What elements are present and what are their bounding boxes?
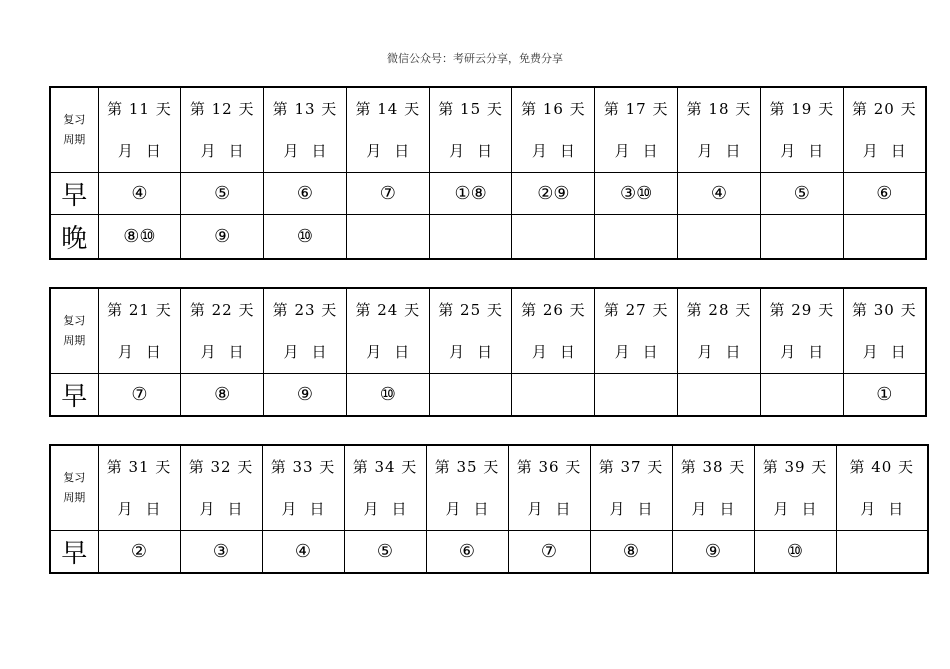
- day-header: [98, 288, 181, 374]
- day-label: 日: [311, 343, 327, 361]
- month-label: 月: [691, 500, 707, 518]
- day-title: 第 37 天: [598, 458, 664, 476]
- day-header: [344, 445, 426, 531]
- review-cell: [346, 215, 429, 259]
- day-label: 日: [477, 343, 493, 361]
- day-header: [672, 445, 754, 531]
- day-header: [512, 288, 595, 374]
- review-schedule-table-2: [49, 287, 927, 417]
- review-cycle-label: [50, 288, 98, 374]
- review-cell: ①⑧: [429, 173, 512, 215]
- review-cell: ⑤: [181, 173, 264, 215]
- review-cell: ⑨: [264, 374, 347, 416]
- month-label: 月: [117, 142, 133, 160]
- day-title: 第 17 天: [603, 100, 669, 118]
- day-title: 第 35 天: [434, 458, 500, 476]
- evening-row: [50, 215, 926, 259]
- review-cell: ⑦: [98, 374, 181, 416]
- day-title: 第 21 天: [107, 301, 172, 319]
- review-cell: ⑨: [672, 531, 754, 573]
- day-label: 日: [637, 500, 653, 518]
- day-label: 日: [801, 500, 817, 518]
- day-header: [181, 87, 264, 173]
- review-cell: [843, 215, 926, 259]
- review-cell: [678, 374, 761, 416]
- day-label: 日: [808, 142, 824, 160]
- review-cycle-label-line2: 周期: [63, 491, 86, 504]
- month-label: 月: [281, 500, 297, 518]
- review-cell: [836, 531, 928, 573]
- day-header: [429, 87, 512, 173]
- day-title: 第 16 天: [521, 100, 586, 118]
- day-title: 第 25 天: [438, 301, 503, 319]
- day-title: 第 32 天: [188, 458, 254, 476]
- day-header: [843, 87, 926, 173]
- review-cell: ⑧: [590, 531, 672, 573]
- review-schedule-table-1: [49, 86, 927, 260]
- month-label: 月: [614, 142, 630, 160]
- morning-row: [50, 173, 926, 215]
- month-label: 月: [527, 500, 543, 518]
- day-title: 第 40 天: [849, 458, 915, 476]
- day-header: [843, 288, 926, 374]
- review-cell: ⑤: [760, 173, 843, 215]
- month-label: 月: [449, 142, 465, 160]
- month-label: 月: [697, 343, 713, 361]
- month-label: 月: [862, 142, 878, 160]
- day-header: [264, 288, 347, 374]
- day-label: 日: [477, 142, 493, 160]
- day-header: [264, 87, 347, 173]
- day-title: 第 18 天: [686, 100, 752, 118]
- review-cell: ④: [262, 531, 344, 573]
- table-header-row: [50, 87, 926, 173]
- day-label: 日: [473, 500, 489, 518]
- day-title: 第 36 天: [516, 458, 582, 476]
- review-cell: ⑥: [843, 173, 926, 215]
- day-header: [595, 288, 678, 374]
- month-label: 月: [531, 142, 547, 160]
- month-label: 月: [363, 500, 379, 518]
- review-cell: ⑨: [181, 215, 264, 259]
- day-header: [595, 87, 678, 173]
- month-label: 月: [862, 343, 878, 361]
- day-title: 第 34 天: [352, 458, 418, 476]
- review-cell: ⑥: [426, 531, 508, 573]
- month-label: 月: [283, 343, 299, 361]
- day-label: 日: [145, 500, 161, 518]
- month-label: 月: [200, 343, 216, 361]
- day-title: 第 20 天: [852, 100, 917, 118]
- day-title: 第 39 天: [762, 458, 828, 476]
- review-cell: ⑦: [508, 531, 590, 573]
- review-cell: [760, 374, 843, 416]
- day-label: 日: [309, 500, 325, 518]
- review-cell: ⑧: [181, 374, 264, 416]
- month-label: 月: [199, 500, 215, 518]
- day-header: [836, 445, 928, 531]
- review-cycle-label-line2: 周期: [63, 334, 86, 347]
- day-header: [508, 445, 590, 531]
- morning-label: 早: [50, 173, 98, 215]
- month-label: 月: [860, 500, 876, 518]
- day-header: [754, 445, 836, 531]
- morning-row: [50, 531, 928, 573]
- day-title: 第 26 天: [521, 301, 586, 319]
- month-label: 月: [117, 343, 133, 361]
- day-header: [346, 288, 429, 374]
- day-title: 第 19 天: [769, 100, 835, 118]
- month-label: 月: [200, 142, 216, 160]
- day-title: 第 12 天: [189, 100, 255, 118]
- day-label: 日: [888, 500, 904, 518]
- day-label: 日: [227, 500, 243, 518]
- review-cell: ⑩: [346, 374, 429, 416]
- review-cell: [429, 215, 512, 259]
- review-cell: ②: [98, 531, 180, 573]
- day-title: 第 15 天: [438, 100, 503, 118]
- day-header: [181, 288, 264, 374]
- day-label: 日: [642, 343, 658, 361]
- day-title: 第 33 天: [270, 458, 336, 476]
- day-label: 日: [228, 343, 244, 361]
- day-header: [346, 87, 429, 173]
- review-cell: [595, 215, 678, 259]
- day-label: 日: [725, 343, 741, 361]
- day-header: [590, 445, 672, 531]
- day-label: 日: [394, 343, 410, 361]
- day-label: 日: [391, 500, 407, 518]
- day-label: 日: [559, 142, 575, 160]
- day-header: [512, 87, 595, 173]
- day-label: 日: [719, 500, 735, 518]
- review-cell: ⑩: [264, 215, 347, 259]
- review-cell: ②⑨: [512, 173, 595, 215]
- morning-label: 早: [50, 374, 98, 416]
- day-header: [760, 87, 843, 173]
- month-label: 月: [780, 142, 796, 160]
- review-cell: ①: [843, 374, 926, 416]
- morning-label: 早: [50, 531, 98, 573]
- day-label: 日: [808, 343, 824, 361]
- month-label: 月: [614, 343, 630, 361]
- review-cycle-label-line1: 复习: [63, 113, 86, 126]
- header-note: 微信公众号：考研云分享，免费分享: [387, 52, 563, 65]
- table-header-row: [50, 445, 928, 531]
- day-header: [98, 87, 181, 173]
- day-label: 日: [228, 142, 244, 160]
- month-label: 月: [283, 142, 299, 160]
- day-header: [429, 288, 512, 374]
- day-title: 第 23 天: [272, 301, 338, 319]
- review-cycle-label-line1: 复习: [63, 314, 86, 327]
- day-title: 第 31 天: [106, 458, 172, 476]
- day-label: 日: [394, 142, 410, 160]
- review-cell: [512, 374, 595, 416]
- review-cell: [512, 215, 595, 259]
- day-label: 日: [642, 142, 658, 160]
- day-label: 日: [555, 500, 571, 518]
- review-cell: ③⑩: [595, 173, 678, 215]
- day-title: 第 14 天: [355, 100, 421, 118]
- day-title: 第 28 天: [686, 301, 752, 319]
- month-label: 月: [780, 343, 796, 361]
- day-title: 第 13 天: [272, 100, 338, 118]
- review-cell: [678, 215, 761, 259]
- day-title: 第 29 天: [769, 301, 835, 319]
- day-label: 日: [145, 142, 161, 160]
- day-header: [262, 445, 344, 531]
- review-cycle-label-line1: 复习: [63, 471, 86, 484]
- day-title: 第 30 天: [852, 301, 917, 319]
- review-cell: ③: [180, 531, 262, 573]
- morning-row: [50, 374, 926, 416]
- review-cell: ⑥: [264, 173, 347, 215]
- review-cell: [429, 374, 512, 416]
- day-title: 第 27 天: [603, 301, 669, 319]
- day-label: 日: [311, 142, 327, 160]
- month-label: 月: [445, 500, 461, 518]
- day-title: 第 11 天: [107, 100, 172, 118]
- evening-label: 晚: [50, 215, 98, 259]
- day-label: 日: [725, 142, 741, 160]
- day-label: 日: [145, 343, 161, 361]
- review-cell: [595, 374, 678, 416]
- review-cell: [760, 215, 843, 259]
- month-label: 月: [609, 500, 625, 518]
- day-label: 日: [559, 343, 575, 361]
- day-header: [760, 288, 843, 374]
- review-cell: ⑩: [754, 531, 836, 573]
- review-cycle-label: [50, 445, 98, 531]
- review-schedule-table-3: [49, 444, 929, 574]
- day-title: 第 38 天: [680, 458, 746, 476]
- month-label: 月: [366, 343, 382, 361]
- day-title: 第 22 天: [189, 301, 255, 319]
- month-label: 月: [531, 343, 547, 361]
- day-header: [98, 445, 180, 531]
- month-label: 月: [449, 343, 465, 361]
- day-label: 日: [890, 343, 906, 361]
- review-cycle-label-line2: 周期: [63, 133, 86, 146]
- review-cell: ④: [678, 173, 761, 215]
- day-header: [426, 445, 508, 531]
- review-cell: ⑧⑩: [98, 215, 181, 259]
- day-header: [678, 288, 761, 374]
- day-header: [180, 445, 262, 531]
- review-cycle-label: [50, 87, 98, 173]
- month-label: 月: [773, 500, 789, 518]
- review-cell: ⑤: [344, 531, 426, 573]
- day-title: 第 24 天: [355, 301, 421, 319]
- day-header: [678, 87, 761, 173]
- day-label: 日: [890, 142, 906, 160]
- table-header-row: [50, 288, 926, 374]
- review-cell: ⑦: [346, 173, 429, 215]
- month-label: 月: [117, 500, 133, 518]
- month-label: 月: [697, 142, 713, 160]
- review-cell: ④: [98, 173, 181, 215]
- month-label: 月: [366, 142, 382, 160]
